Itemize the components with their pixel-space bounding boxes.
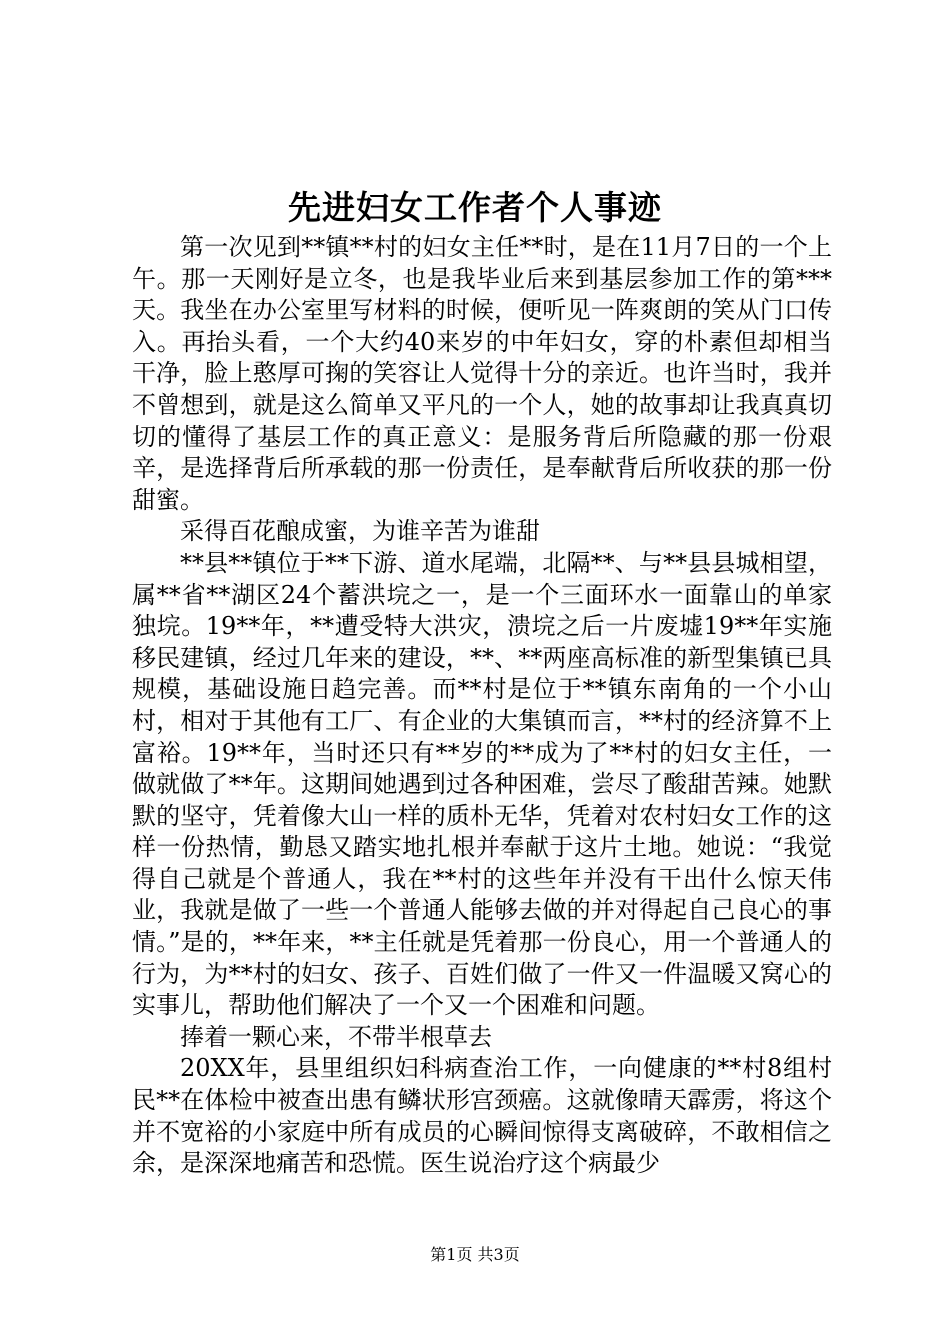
- paragraph-village-background: **县**镇位于**下游、道水尾端，北隔**、与**县县城相望，属**省**湖区24个蓄洪垸之一，是一个三面环水一面靠山的单家独垸。19**年，**遭受特大洪灾，溃垸之后一片废墟19**年实施移民建镇，经过几年来的建设，**、**两座高标准的新型集镇已具规模，基础设施日趋完善。而**村是位于**镇东南角的一个小山村，相对于其他有工厂、有企业的大集镇而言，**村的经济算不上富裕。19**年，当时还只有**岁的**成为了**村的妇女主任，一做就做了**年。这期间她遇到过各种困难，尝尽了酸甜苦辣。她默默的坚守，凭着像大山一样的质朴无华，凭着对农村妇女工作的这样一份热情，勤恳又踏实地扎根并奉献于这片土地。她说：“我觉得自己就是个普通人，我在**村的这些年并没有干出什么惊天伟业，我就是做了一些一个普通人能够去做的并对得起自己良心的事情。”是的，**年来，**主任就是凭着那一份良心，用一个普通人的行为，为**村的妇女、孩子、百姓们做了一件又一件温暖又窝心的实事儿，帮助他们解决了一个又一个困难和问题。: [132, 548, 832, 1020]
- section-heading-heart: 捧着一颗心来，不带半根草去: [180, 1022, 492, 1051]
- section-heading-honey: 采得百花酿成蜜，为谁辛苦为谁甜: [180, 517, 540, 546]
- document-title: 先进妇女工作者个人事迹: [288, 188, 662, 227]
- paragraph-intro: 第一次见到**镇**村的妇女主任**时，是在11月7日的一个上午。那一天刚好是立冬，也是我毕业后来到基层参加工作的第***天。我坐在办公室里写材料的时候，便听见一阵爽朗的笑从门口传入。再抬头看，一个大约40来岁的中年妇女，穿的朴素但却相当干净，脸上憨厚可掬的笑容让人觉得十分的亲近。也许当时，我并不曾想到，就是这么简单又平凡的一个人，她的故事却让我真真切切的懂得了基层工作的真正意义：是服务背后所隐藏的那一份艰辛，是选择背后所承载的那一份责任，是奉献背后所收获的那一份甜蜜。: [132, 233, 832, 514]
- page-footer: 第1页 共3页: [430, 1245, 520, 1264]
- paragraph-health-check: 20XX年，县里组织妇科病查治工作，一向健康的**村8组村民**在体检中被查出患有鳞状形宫颈癌。这就像晴天霹雳，将这个并不宽裕的小家庭中所有成员的心瞬间惊得支离破碎，不敢相信之余，是深深地痛苦和恐慌。医生说治疗这个病最少: [132, 1054, 832, 1178]
- document-body: [132, 232, 832, 1180]
